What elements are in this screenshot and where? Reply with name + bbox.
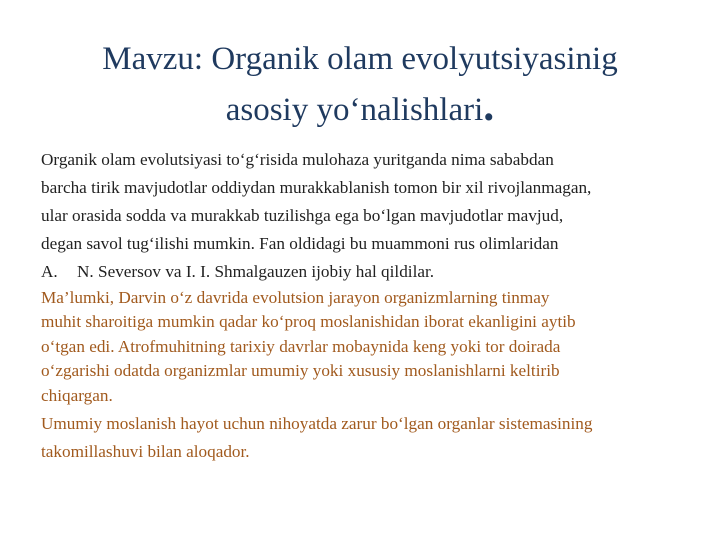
paragraph-darwin — [41, 286, 691, 408]
paragraph-line: Organik olam evolutsiyasi to‘g‘risida mulohaza yuritganda nima sababdan — [41, 150, 554, 169]
paragraph-line: Umumiy moslanish hayot uchun nihoyatda zarur bo‘lgan organlar sistemasining — [41, 414, 593, 434]
paragraph-line: ular orasida sodda va murakkab tuzilishga ega bo‘lgan mavjudotlar mavjud, — [41, 206, 564, 225]
title-line-1: Mavzu: Organik olam evolyutsiyasinig — [102, 41, 618, 77]
list-item — [41, 258, 691, 286]
list-item-text: N. Seversov va I. I. Shmalgauzen ijobiy hal qildilar. — [77, 262, 435, 281]
slide-body — [41, 146, 691, 466]
list-marker: A. — [41, 262, 58, 281]
paragraph-intro — [41, 146, 691, 286]
paragraph-line: o‘zgarishi odatda organizmlar umumiy yoki xususiy moslanishlarni keltirib — [41, 361, 560, 381]
paragraph-line: degan savol tug‘ilishi mumkin. Fan oldidagi bu muammoni rus olimlaridan — [41, 234, 559, 253]
paragraph-line: takomillashuvi bilan aloqador. — [41, 442, 250, 462]
title-dot: . — [483, 81, 495, 130]
paragraph-line: o‘tgan edi. Atrofmuhitning tarixiy davrlar mobaynida keng yoki tor doirada — [41, 336, 561, 356]
paragraph-general-adaptation — [41, 410, 691, 466]
paragraph-line: Ma’lumki, Darvin o‘z davrida evolutsion jarayon organizmlarning tinmay — [41, 288, 550, 307]
paragraph-line: barcha tirik mavjudotlar oddiydan murakkablanish tomon bir xil rivojlanmagan, — [41, 178, 592, 197]
slide-title — [40, 34, 680, 136]
title-line-2: asosiy yo‘nalishlari — [225, 92, 484, 128]
paragraph-line: chiqargan. — [41, 385, 113, 405]
paragraph-line: muhit sharoitiga mumkin qadar ko‘proq moslanishidan iborat ekanligini aytib — [41, 312, 576, 332]
title-line-2-wrap — [40, 81, 680, 136]
